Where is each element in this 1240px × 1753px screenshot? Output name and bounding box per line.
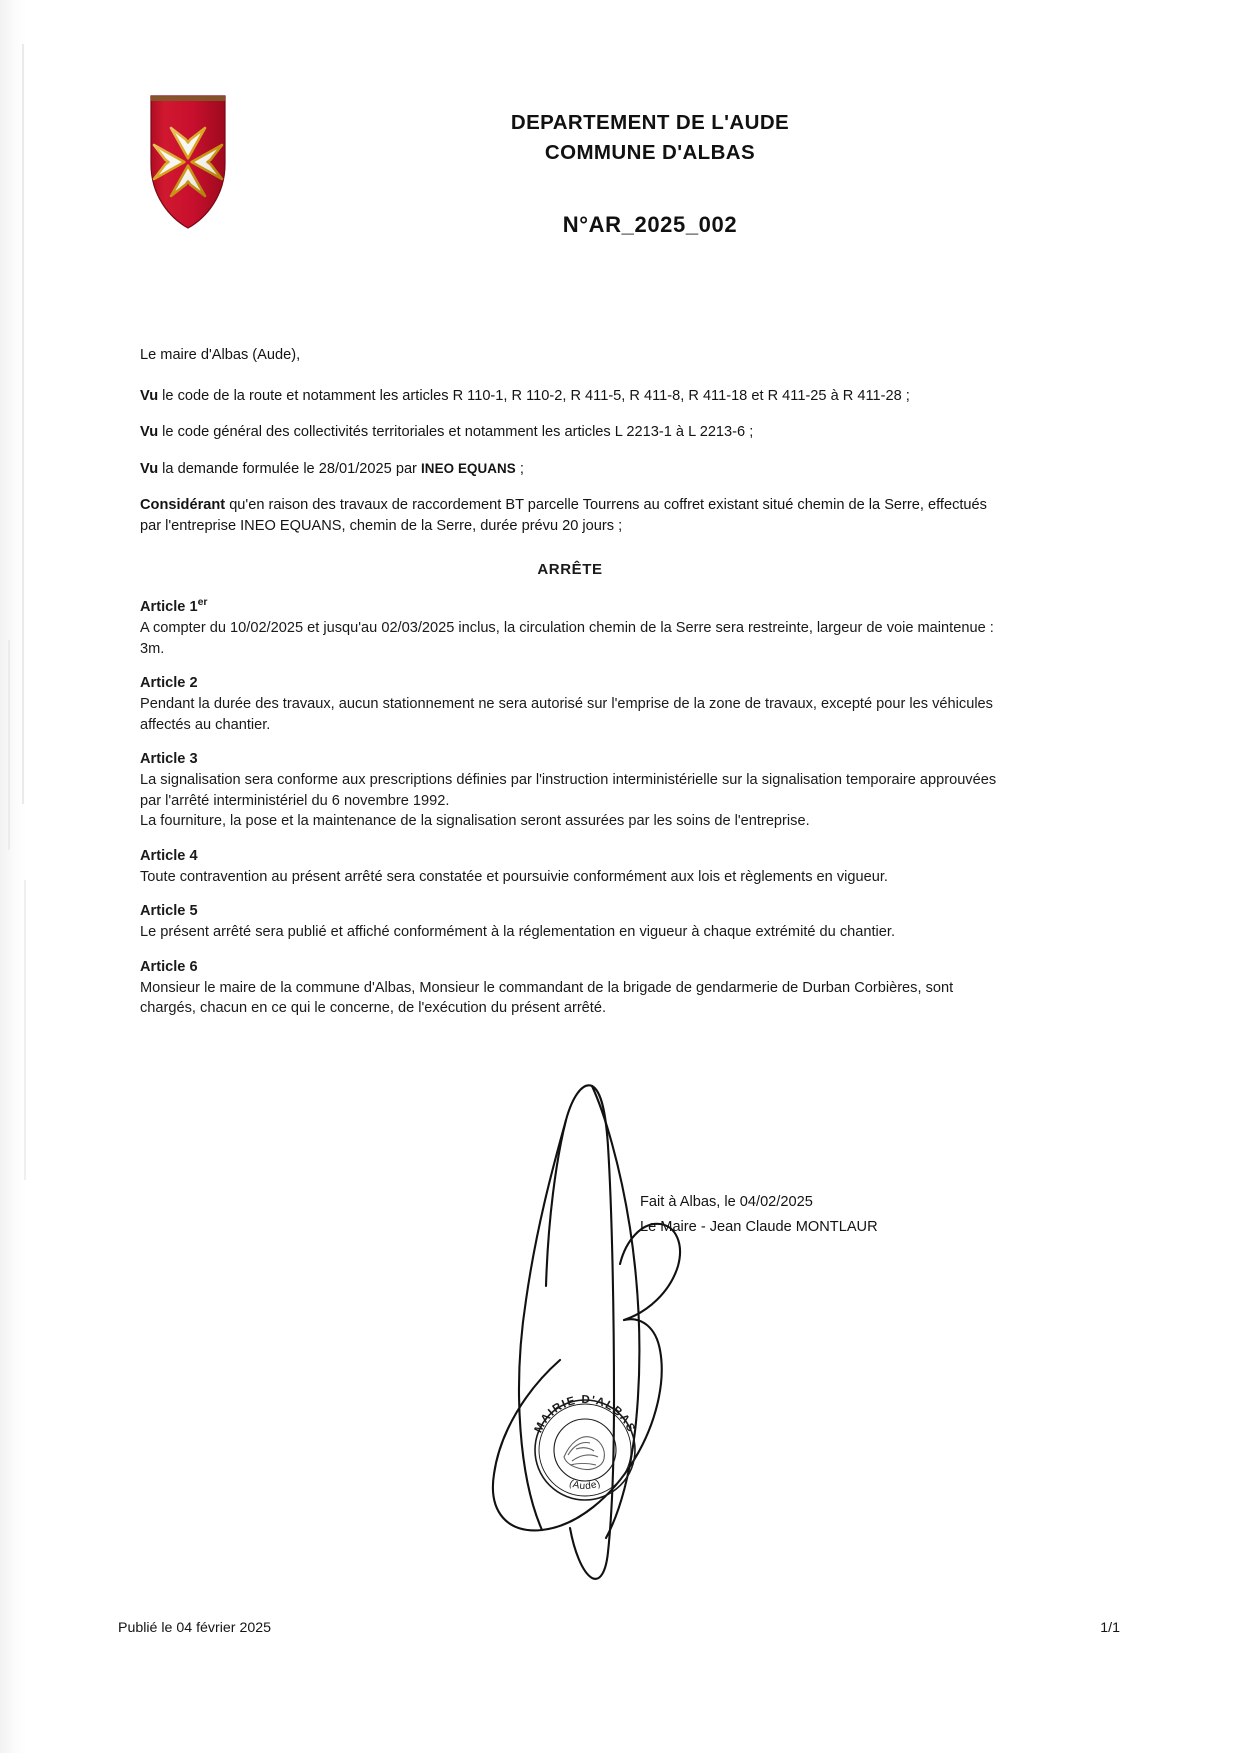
department-title: DEPARTEMENT DE L'AUDE bbox=[510, 111, 790, 134]
coat-of-arms-icon bbox=[148, 92, 228, 232]
article-4 bbox=[140, 847, 1000, 888]
article-5 bbox=[140, 902, 1000, 943]
visa-item-2 bbox=[140, 422, 1000, 443]
article-title bbox=[140, 674, 1000, 693]
article-body-second-line: La fourniture, la pose et la maintenance de la signalisation seront assurées par les soins de l'entreprise. bbox=[140, 813, 810, 829]
commune-title: COMMUNE D'ALBAS bbox=[544, 141, 756, 164]
article-title bbox=[140, 598, 1000, 617]
visa-item-3 bbox=[140, 458, 1000, 480]
scan-edge-artifact bbox=[0, 0, 26, 1753]
visa-text: le code de la route et notamment les articles R 110-1, R 110-2, R 411-5, R 411-8, R 411-18 et R 411-25 à R 411-28 ; bbox=[158, 388, 910, 404]
scan-streak-artifact bbox=[8, 640, 10, 850]
article-6 bbox=[140, 958, 1000, 1019]
signature-signatory: Le Maire - Jean Claude MONTLAUR bbox=[640, 1219, 878, 1235]
article-body: A compter du 10/02/2025 et jusqu'au 02/03/2025 inclus, la circulation chemin de la Serre sera restreinte, largeur de voie maintenue : 3m. bbox=[140, 620, 994, 657]
document-reference-number: N°AR_2025_002 bbox=[562, 212, 738, 237]
scan-streak-artifact bbox=[24, 880, 26, 1180]
considerant-keyword: Considérant bbox=[140, 497, 226, 513]
official-stamp-icon bbox=[520, 1385, 650, 1515]
visa-keyword: Vu bbox=[140, 461, 159, 477]
article-title-text: Article 2 bbox=[140, 675, 198, 691]
stamp-inner-text: (Aude) bbox=[567, 1478, 603, 1493]
article-title-text: Article 5 bbox=[140, 903, 198, 919]
header-title-group bbox=[300, 108, 1000, 168]
visa-text-after: ; bbox=[515, 461, 524, 477]
article-title-text: Article 3 bbox=[140, 751, 198, 767]
article-3 bbox=[140, 750, 1000, 832]
article-title-text: Article 4 bbox=[140, 847, 198, 864]
document-footer bbox=[0, 1620, 1240, 1650]
document-body bbox=[140, 345, 1000, 1034]
visa-text: le code général des collectivités territoriales et notamment les articles L 2213-1 à L 2213-6 ; bbox=[158, 424, 754, 440]
article-title-text: Article 1 bbox=[140, 599, 198, 615]
article-title-suffix: er bbox=[197, 596, 208, 609]
article-title bbox=[140, 750, 1000, 769]
article-body: Toute contravention au présent arrêté sera constatée et poursuivie conformément aux lois et règlements en vigueur. bbox=[140, 868, 888, 885]
page-number: 1/1 bbox=[1100, 1620, 1120, 1636]
mayor-lead-line: Le maire d'Albas (Aude), bbox=[140, 347, 301, 363]
article-1 bbox=[140, 598, 1000, 659]
article-body: Le présent arrêté sera publié et affiché conformément à la réglementation en vigueur à chaque extrémité du chantier. bbox=[140, 924, 896, 940]
visa-keyword: Vu bbox=[140, 388, 159, 404]
article-title bbox=[140, 958, 1000, 977]
considerant-text: qu'en raison des travaux de raccordement BT parcelle Tourrens au coffret existant situé chemin de la Serre, effectués par l'entreprise INEO EQUANS, chemin de la Serre, durée prévu 20 jours ; bbox=[140, 497, 987, 534]
article-title bbox=[140, 902, 1000, 921]
stamp-outer-text: MAIRIE D'ALBAS bbox=[532, 1393, 638, 1435]
document-header bbox=[0, 92, 1240, 237]
signature-block bbox=[640, 1190, 1060, 1240]
visa-text-before: la demande formulée le 28/01/2025 par bbox=[158, 461, 421, 477]
article-title-text: Article 6 bbox=[140, 958, 198, 975]
arrete-heading: ARRÊTE bbox=[537, 561, 603, 578]
article-body: Monsieur le maire de la commune d'Albas, Monsieur le commandant de la brigade de gendarmerie de Durban Corbières, sont chargés, chacun en ce qui le concerne, de l'exécution du présent arrêté. bbox=[140, 979, 954, 1016]
article-2 bbox=[140, 674, 1000, 735]
visa-keyword: Vu bbox=[140, 424, 159, 440]
article-body: Pendant la durée des travaux, aucun stationnement ne sera autorisé sur l'emprise de la zone de travaux, excepté pour les véhicules affectés au chantier. bbox=[140, 696, 993, 733]
visa-company-name: INEO EQUANS bbox=[420, 461, 516, 476]
article-body: La signalisation sera conforme aux prescriptions définies par l'instruction interministérielle sur la signalisation temporaire approuvées par l'arrêté interministériel du 6 novembre 1992. bbox=[140, 772, 997, 809]
publication-date: Publié le 04 février 2025 bbox=[118, 1620, 272, 1636]
visa-item-1 bbox=[140, 386, 1000, 407]
signature-place-date: Fait à Albas, le 04/02/2025 bbox=[640, 1194, 813, 1210]
considerant-paragraph bbox=[140, 495, 1000, 537]
article-title bbox=[140, 847, 1000, 866]
handwritten-signature-icon bbox=[470, 1060, 750, 1600]
